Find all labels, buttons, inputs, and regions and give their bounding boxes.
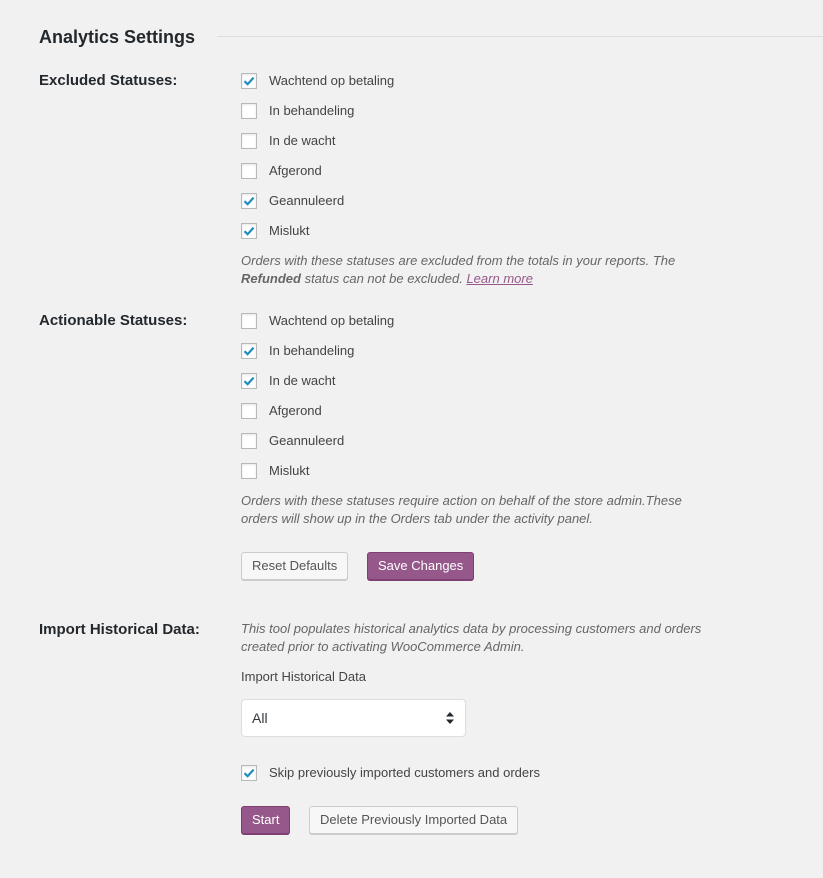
checkbox-label: In de wacht [269, 373, 336, 388]
checkbox-label: Geannuleerd [269, 433, 345, 448]
checkbox[interactable] [241, 133, 257, 149]
checkmark-icon [242, 344, 256, 358]
select-arrows-icon [445, 711, 455, 725]
skip-imported-label: Skip previously imported customers and orders [269, 765, 540, 780]
checkbox[interactable] [241, 403, 257, 419]
checkmark-icon [242, 194, 256, 208]
actionable-option-4[interactable] [241, 432, 344, 450]
actionable-option-1[interactable] [241, 342, 354, 360]
checkbox-label: Afgerond [269, 403, 322, 418]
excluded-statuses-label: Excluded Statuses: [39, 72, 178, 89]
import-period-select[interactable] [241, 699, 466, 737]
checkbox[interactable] [241, 313, 257, 329]
checkbox[interactable] [241, 223, 257, 239]
excluded-option-0[interactable] [241, 72, 394, 90]
checkbox[interactable] [241, 193, 257, 209]
excluded-option-2[interactable] [241, 132, 336, 150]
checkmark-icon [242, 766, 256, 780]
reset-defaults-button[interactable]: Reset Defaults [241, 552, 348, 580]
learn-more-link[interactable]: Learn more [466, 271, 533, 286]
checkbox-label: Wachtend op betaling [269, 313, 395, 328]
actionable-option-2[interactable] [241, 372, 336, 390]
refunded-status-text: Refunded [241, 271, 301, 286]
excluded-option-1[interactable] [241, 102, 354, 120]
checkbox[interactable] [241, 463, 257, 479]
excluded-statuses-description [241, 252, 721, 288]
checkbox[interactable] [241, 433, 257, 449]
actionable-statuses-description: Orders with these statuses require action on behalf of the store admin.These orders will show up in the Orders tab under the activity panel. [241, 493, 682, 526]
description-text: status can not be excluded. [300, 271, 467, 286]
actionable-option-3[interactable] [241, 402, 322, 420]
select-value: All [252, 710, 268, 726]
checkbox-label: In behandeling [269, 343, 355, 358]
excluded-option-3[interactable] [241, 162, 322, 180]
checkbox-label: Mislukt [269, 223, 310, 238]
checkbox[interactable] [241, 343, 257, 359]
skip-imported-option[interactable] [241, 764, 540, 782]
checkbox[interactable] [241, 103, 257, 119]
start-import-button[interactable]: Start [241, 806, 290, 834]
save-changes-button[interactable]: Save Changes [367, 552, 474, 580]
checkbox[interactable] [241, 73, 257, 89]
checkmark-icon [242, 74, 256, 88]
actionable-statuses-label: Actionable Statuses: [39, 312, 188, 329]
skip-imported-checkbox[interactable] [241, 765, 257, 781]
import-field-label: Import Historical Data [241, 669, 366, 684]
checkbox[interactable] [241, 373, 257, 389]
actionable-option-0[interactable] [241, 312, 394, 330]
checkmark-icon [242, 224, 256, 238]
title-divider [217, 36, 823, 37]
excluded-option-4[interactable] [241, 192, 344, 210]
import-description: This tool populates historical analytics data by processing customers and orders created prior to activating WooCommerce Admin. [241, 621, 702, 654]
checkbox-label: Geannuleerd [269, 193, 345, 208]
excluded-option-5[interactable] [241, 222, 309, 240]
page-title: Analytics Settings [39, 27, 196, 47]
description-text: Orders with these statuses are excluded from the totals in your reports. The [241, 253, 676, 268]
checkbox-label: Wachtend op betaling [269, 73, 395, 88]
checkmark-icon [242, 374, 256, 388]
checkbox-label: In behandeling [269, 103, 355, 118]
checkbox-label: Mislukt [269, 463, 310, 478]
checkbox[interactable] [241, 163, 257, 179]
import-historical-data-label: Import Historical Data: [39, 621, 200, 638]
actionable-option-5[interactable] [241, 462, 309, 480]
checkbox-label: Afgerond [269, 163, 322, 178]
delete-imported-data-button[interactable]: Delete Previously Imported Data [309, 806, 518, 834]
checkbox-label: In de wacht [269, 133, 336, 148]
